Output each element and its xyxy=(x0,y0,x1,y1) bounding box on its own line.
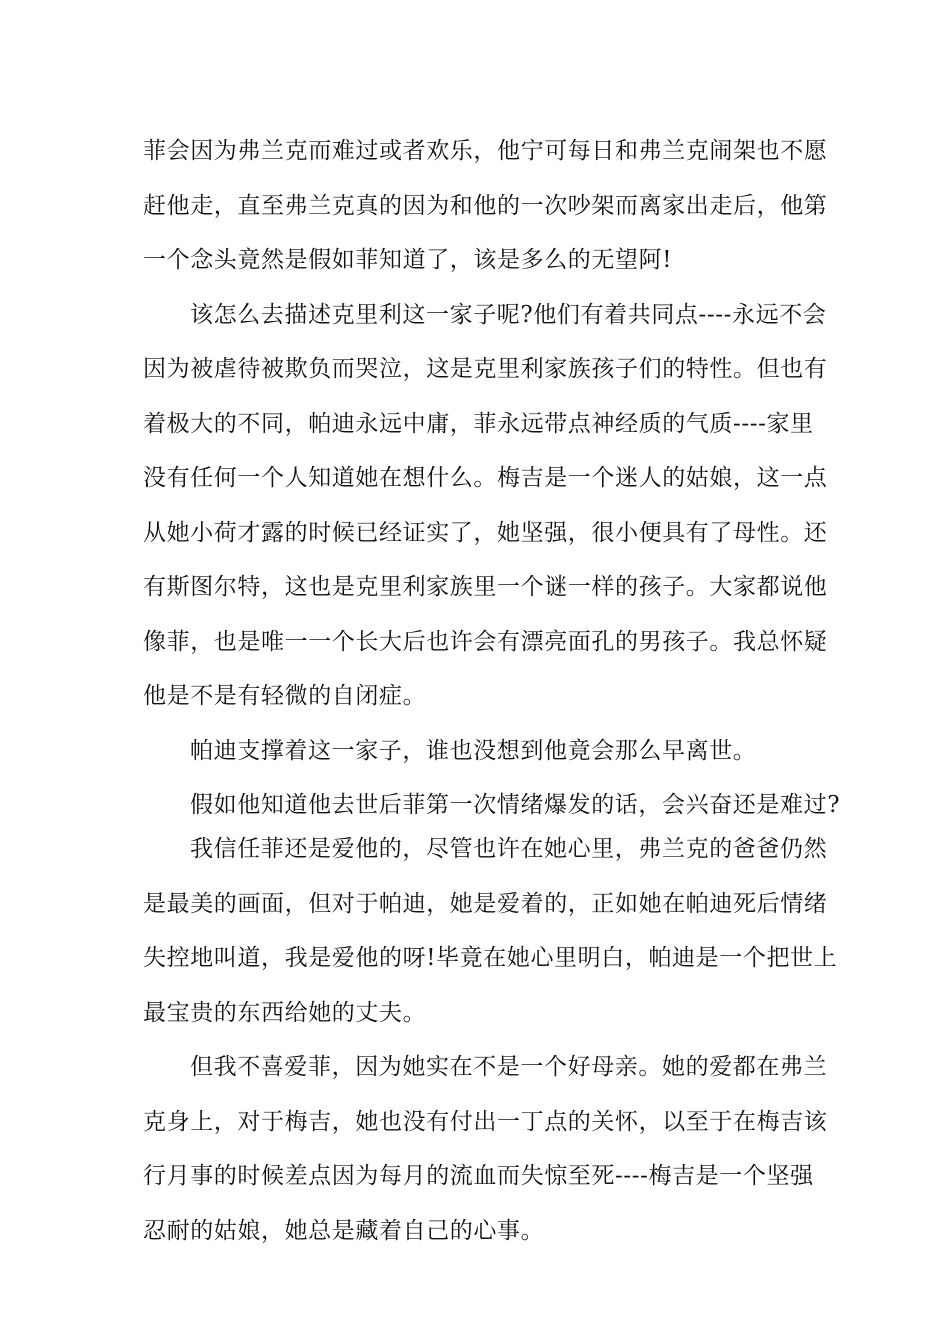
text-line: 菲会因为弗兰克而难过或者欢乐，他宁可每日和弗兰克闹架也不愿 xyxy=(143,138,828,164)
text-line: 像菲，也是唯一一个长大后也许会有漂亮面孔的男孩子。我总怀疑 xyxy=(143,628,828,655)
paragraph-start-line: 我信任菲还是爱他的，尽管也许在她心里，弗兰克的爸爸仍然 xyxy=(190,836,828,862)
text-line: 是最美的画面，但对于帕迪，她是爱着的，正如她在帕迪死后情绪 xyxy=(143,890,828,917)
text-line: 着极大的不同，帕迪永远中庸，菲永远带点神经质的气质----家里 xyxy=(143,410,814,437)
text-line: 行月事的时候差点因为每月的流血而失惊至死----梅吉是一个坚强 xyxy=(143,1163,814,1189)
paragraph-start-line: 帕迪支撑着这一家子，谁也没想到他竟会那么早离世。 xyxy=(190,737,757,764)
text-line: 失控地叫道，我是爱他的呀!毕竟在她心里明白，帕迪是一个把世上 xyxy=(143,945,838,971)
text-line: 有斯图尔特，这也是克里利家族里一个谜一样的孩子。大家都说他 xyxy=(143,574,828,600)
text-section-2 xyxy=(143,822,838,1258)
text-line: 克身上，对于梅吉，她也没有付出一丁点的关怀，以至于在梅吉该 xyxy=(143,1108,828,1135)
text-line: 赶他走，直至弗兰克真的因为和他的一次吵架而离家出走后，他第 xyxy=(143,192,828,219)
text-line: 他是不是有轻微的自闭症。 xyxy=(143,683,427,709)
text-line: 忍耐的姑娘，她总是藏着自己的心事。 xyxy=(143,1217,545,1244)
paragraph-start-line: 但我不喜爱菲，因为她实在不是一个好母亲。她的爱都在弗兰 xyxy=(190,1054,828,1080)
paragraph-start-line: 假如他知道他去世后菲第一次情绪爆发的话，会兴奋还是难过? xyxy=(190,792,841,818)
text-line: 最宝贵的东西给她的丈夫。 xyxy=(143,999,427,1026)
text-line: 从她小荷才露的时候已经证实了，她坚强，很小便具有了母性。还 xyxy=(143,519,828,546)
text-line: 没有任何一个人知道她在想什么。梅吉是一个迷人的姑娘，这一点 xyxy=(143,465,828,491)
text-line: 一个念头竟然是假如菲知道了，该是多么的无望阿! xyxy=(143,247,673,273)
text-line: 因为被虐待被欺负而哭泣，这是克里利家族孩子们的特性。但也有 xyxy=(143,356,828,382)
text-section-1 xyxy=(143,124,841,833)
paragraph-start-line: 该怎么去描述克里利这一家子呢?他们有着共同点----永远不会 xyxy=(190,301,827,328)
